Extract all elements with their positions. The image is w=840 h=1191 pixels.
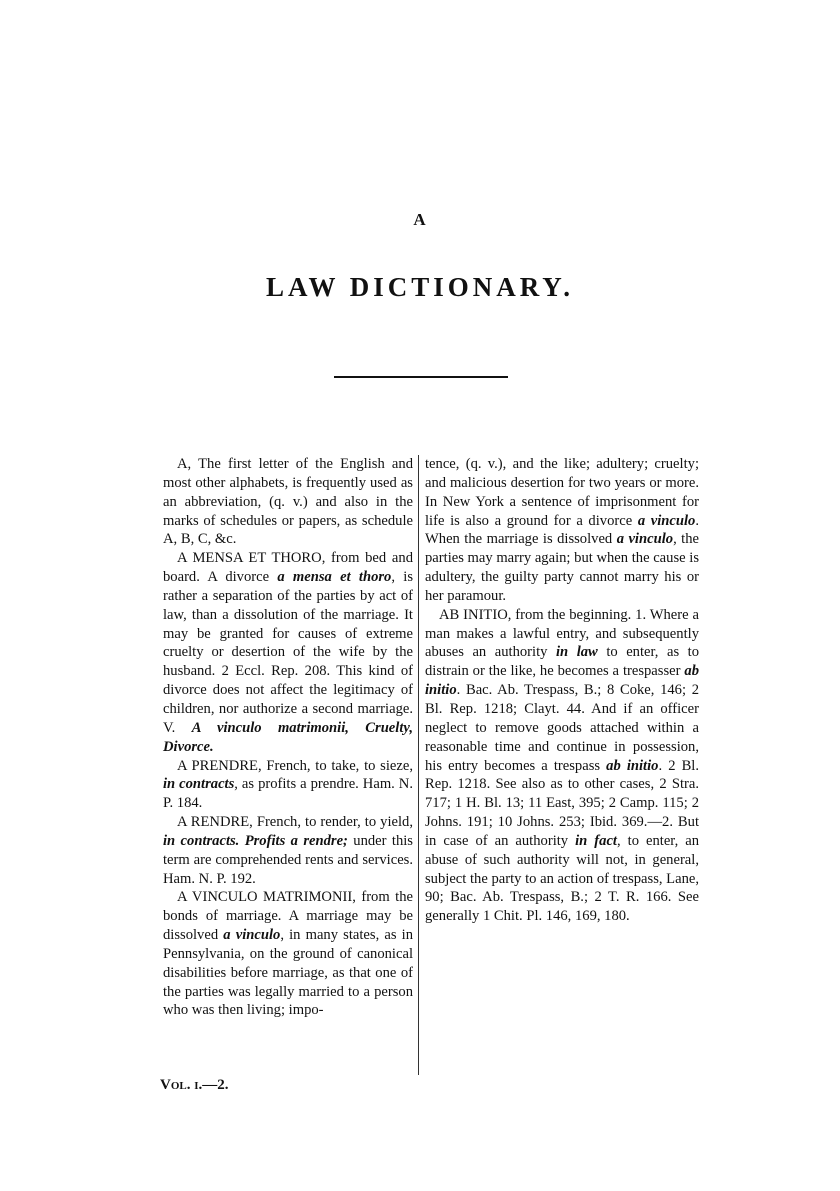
entry-text: . When the marriage is dissolved xyxy=(425,512,700,548)
column-divider xyxy=(418,455,419,1075)
page-title: LAW DICTIONARY. xyxy=(265,272,575,302)
entry-italic: in contracts xyxy=(163,776,235,793)
entry-text: , is rather a separation of the parties by act of law, than a dissolution of the marriage. It may be granted for causes of extreme cruelty or desertion of the wife by the husband. 2 Eccl. Rep. 208. This kind of divorce does not affect the legitimacy of children, nor authorize a second marriage. V. xyxy=(163,569,414,736)
entry-a-rendre xyxy=(163,813,413,888)
entry-text: A VINCULO MATRIMONII, from the bonds of marriage. A marriage may be dissolved xyxy=(163,889,413,944)
entry-italic: in fact xyxy=(575,832,617,849)
left-column xyxy=(163,455,413,1075)
entry-italic: a vinculo xyxy=(616,531,674,548)
entry-text: under this term are comprehended rents and services. Ham. N. P. 192. xyxy=(163,832,413,887)
entry-a-vinculo-matrimonii xyxy=(163,888,413,1020)
entry-italic: a mensa et thoro xyxy=(277,569,392,586)
entry-text: , the parties may marry again; but when the cause is adultery, the guilty party cannot marry his or her paramour. xyxy=(425,531,699,604)
entry-text: , in many states, as in Pennsylvania, on the ground of canonical disabilities before marriage, as that one of the parties was legally married to a person who was then living; impo- xyxy=(163,927,414,1019)
entry-text: , as profits a prendre. Ham. N. P. 184. xyxy=(163,776,413,812)
volume-signature xyxy=(160,1077,229,1094)
right-column xyxy=(425,455,699,926)
entry-a-prendre xyxy=(163,757,413,814)
entry-italic: A vinculo matrimonii, Cruelty, Divorce. xyxy=(163,719,413,755)
title-rule-divider xyxy=(334,376,508,378)
entry-italic: a vinculo xyxy=(637,512,696,529)
entry-text: . Bac. Ab. Trespass, B.; 8 Coke, 146; 2 Bl. Rep. 1218; Clayt. 44. And if an officer neglect to remove goods attached within a reasonable time and continue in possession, his entry becomes a trespass xyxy=(425,682,699,774)
entry-ab-initio xyxy=(425,606,699,926)
entry-text: to enter, as to distrain or the like, he becomes a trespasser xyxy=(425,644,700,680)
entry-text: A PRENDRE, French, to take, to sieze, xyxy=(177,757,413,774)
entry-italic: ab initio xyxy=(425,663,699,699)
section-letter: A xyxy=(413,210,427,229)
entry-text: A MENSA ET THORO, from bed and board. A divorce xyxy=(163,550,413,586)
entry-text: . 2 Bl. Rep. 1218. See also as to other cases, 2 Stra. 717; 1 H. Bl. 13; 11 East, 395; 2 Camp. 115; 2 Johns. 191; 10 Johns. 253; Ibid. 369.—2. But in case of an authority xyxy=(425,757,700,849)
entry-text: , to enter, an abuse of such authority will not, in general, subject the party to an action of trespass, Lane, 90; Bac. Ab. Trespass, B.; 2 T. R. 166. See generally 1 Chit. Pl. 146, 169, 180. xyxy=(425,832,700,925)
volume-label: Vol. i.—2. xyxy=(160,1077,229,1093)
entry-italic: a vinculo xyxy=(223,927,281,944)
entry-text: AB INITIO, from the beginning. 1. Where a man makes a lawful entry, and subsequently abuses an authority xyxy=(425,606,699,661)
entry-text: tence, (q. v.), and the like; adultery; cruelty; and malicious desertion for two years or more. In New York a sentence of imprisonment for life is also a ground for a divorce xyxy=(425,456,699,529)
entry-italic: in law xyxy=(555,644,598,661)
entry-text: A, The first letter of the English and most other alphabets, is frequently used as an abbreviation, (q. v.) and also in the marks of schedules or papers, as schedule A, B, C, &c. xyxy=(163,456,413,548)
entry-italic: ab initio xyxy=(606,757,659,774)
entry-text: A RENDRE, French, to render, to yield, xyxy=(177,814,413,831)
entry-italic: in contracts. Profits a rendre; xyxy=(163,832,348,849)
entry-a-mensa-et-thoro xyxy=(163,549,413,756)
entry-a xyxy=(163,455,413,549)
entry-continuation xyxy=(425,455,699,606)
